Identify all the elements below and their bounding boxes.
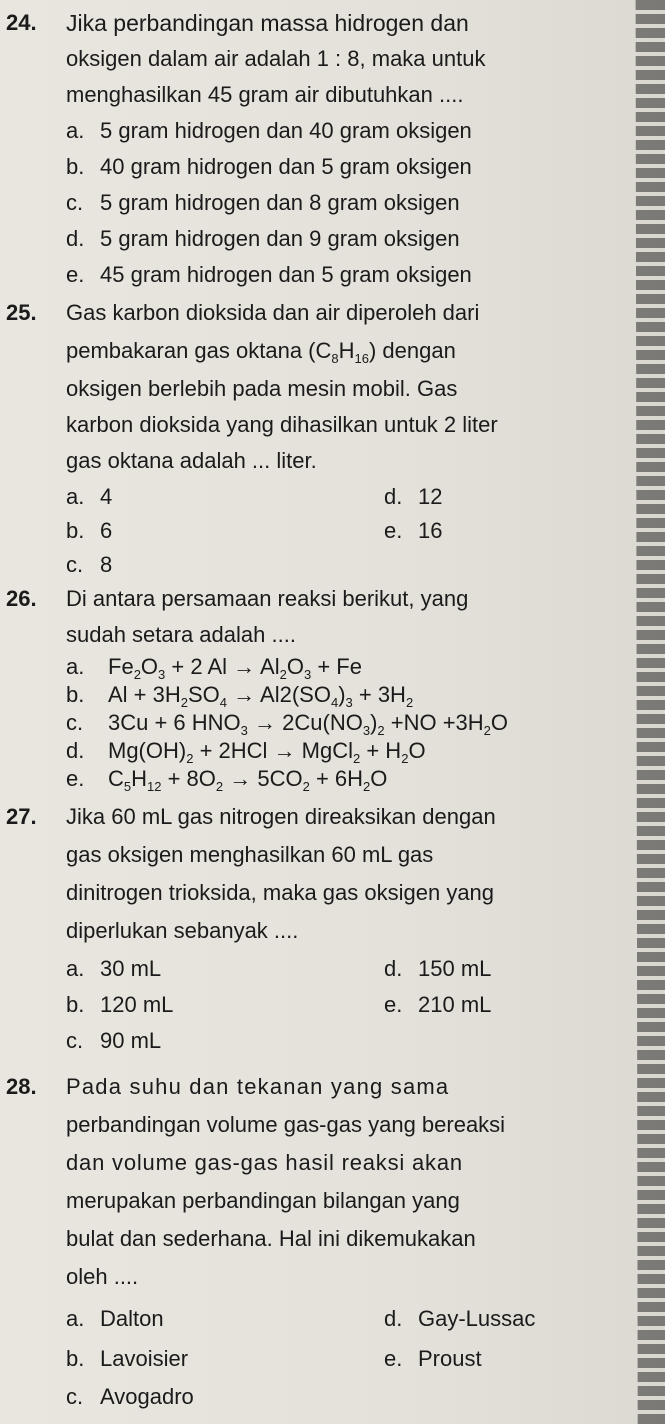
subscript: 2 <box>353 751 361 766</box>
formula-fragment: + 2HCl → MgCl <box>193 738 353 763</box>
option-c[interactable] <box>66 1384 194 1410</box>
option-d[interactable] <box>384 484 442 510</box>
option-a[interactable] <box>66 654 362 680</box>
option-e[interactable] <box>384 1346 482 1372</box>
option-text: 16 <box>418 518 443 543</box>
option-label: c. <box>66 1028 84 1053</box>
option-e[interactable] <box>66 766 387 792</box>
option-text: 4 <box>100 484 113 509</box>
question-text: Di antara persamaan reaksi berikut, yang <box>66 586 469 611</box>
subscript: 2 <box>180 695 188 710</box>
formula-fragment: C <box>108 766 124 791</box>
formula-fragment: Mg(OH) <box>108 738 187 763</box>
question-text <box>66 338 456 364</box>
option-text: 5 gram hidrogen dan 40 gram oksigen <box>100 118 472 143</box>
text-fragment: ) dengan <box>368 338 456 363</box>
formula-fragment: O <box>140 654 159 679</box>
option-label: b. <box>66 992 85 1017</box>
option-label: d. <box>384 484 403 509</box>
subscript: 12 <box>147 779 162 794</box>
subscript: 2 <box>377 723 385 738</box>
question-text: oksigen berlebih pada mesin mobil. Gas <box>66 376 458 401</box>
option-d[interactable] <box>66 738 426 764</box>
option-text: 5 gram hidrogen dan 8 gram oksigen <box>100 190 460 215</box>
option-label: e. <box>66 262 85 287</box>
question-text: dinitrogen trioksida, maka gas oksigen yang <box>66 880 495 905</box>
question-text: Pada suhu dan tekanan yang sama <box>66 1074 450 1099</box>
subscript: 2 <box>215 779 224 794</box>
option-label: a. <box>66 484 85 509</box>
question-text: dan volume gas-gas hasil reaksi akan <box>66 1150 463 1175</box>
option-text: 210 mL <box>418 992 492 1017</box>
question-text: menghasilkan 45 gram air dibutuhkan .... <box>66 82 464 107</box>
formula-fragment: 3Cu + 6 HNO <box>108 710 241 735</box>
option-label: a. <box>66 654 85 679</box>
chemical-equation <box>108 710 509 738</box>
option-label: d. <box>66 738 85 763</box>
subscript: 2 <box>186 751 194 766</box>
option-text: 8 <box>100 552 113 577</box>
formula-fragment: → Al2(SO <box>227 682 331 707</box>
question-text: merupakan perbandingan bilangan yang <box>66 1188 460 1213</box>
question-text: Jika 60 mL gas nitrogen direaksikan dengan <box>66 804 496 829</box>
subscript: 8 <box>331 351 339 366</box>
option-d[interactable] <box>384 956 491 982</box>
formula-fragment: + 3H <box>352 682 406 707</box>
option-b[interactable] <box>66 1346 188 1372</box>
chemical-equation <box>108 682 414 710</box>
text-fragment: H <box>338 338 355 363</box>
formula-fragment: H <box>131 766 148 791</box>
option-label: b. <box>66 518 85 543</box>
option-text: Avogadro <box>100 1384 194 1409</box>
option-b[interactable] <box>66 682 413 708</box>
option-label: c. <box>66 1384 84 1409</box>
question-text: oksigen dalam air adalah 1 : 8, maka untuk <box>66 46 486 71</box>
option-a[interactable] <box>66 484 112 510</box>
option-text: 120 mL <box>100 992 174 1017</box>
subscript: 2 <box>483 723 491 738</box>
subscript: 3 <box>240 723 248 738</box>
option-label: b. <box>66 154 85 179</box>
formula-fragment: ) <box>370 710 378 735</box>
formula-fragment: ) <box>338 682 346 707</box>
option-label: a. <box>66 956 85 981</box>
subscript: 3 <box>362 723 371 738</box>
option-label: d. <box>384 956 403 981</box>
option-label: e. <box>384 1346 403 1371</box>
question-text: gas oktana adalah ... liter. <box>66 448 317 473</box>
subscript: 2 <box>302 779 310 794</box>
question-text: Gas karbon dioksida dan air diperoleh dari <box>66 300 480 325</box>
subscript: 2 <box>363 779 371 794</box>
formula-fragment: O <box>286 654 304 679</box>
subscript: 5 <box>123 779 132 794</box>
option-e[interactable] <box>66 262 472 288</box>
option-d[interactable] <box>384 1306 535 1332</box>
option-label: e. <box>384 518 403 543</box>
formula-fragment: + 2 Al → Al <box>165 654 280 679</box>
formula-fragment: → 5CO <box>223 766 303 791</box>
question-number: 28. <box>6 1074 37 1099</box>
question-number: 26. <box>6 586 37 611</box>
formula-fragment: O <box>408 738 426 763</box>
question-text: diperlukan sebanyak .... <box>66 918 299 943</box>
option-text: Gay-Lussac <box>418 1306 536 1331</box>
subscript: 2 <box>133 667 141 682</box>
option-d[interactable] <box>66 226 460 252</box>
subscript: 2 <box>401 751 409 766</box>
subscript: 3 <box>345 695 353 710</box>
subscript: 3 <box>303 667 312 682</box>
question-text: Jika perbandingan massa hidrogen dan <box>66 10 469 36</box>
option-label: e. <box>384 992 403 1017</box>
option-label: e. <box>66 766 85 791</box>
formula-fragment: + 6H <box>309 766 364 791</box>
option-label: a. <box>66 118 85 143</box>
formula-fragment: → 2Cu(NO <box>247 710 363 735</box>
question-number: 25. <box>6 300 37 325</box>
option-c[interactable] <box>66 710 508 736</box>
option-text: 12 <box>418 484 443 509</box>
subscript: 4 <box>219 695 228 710</box>
option-b[interactable] <box>66 154 472 180</box>
option-text: Proust <box>418 1346 482 1371</box>
question-number: 27. <box>6 804 37 829</box>
option-text: 40 gram hidrogen dan 5 gram oksigen <box>100 154 472 179</box>
text-fragment: pembakaran gas oktana (C <box>66 338 332 363</box>
option-label: a. <box>66 1306 85 1331</box>
question-text: sudah setara adalah .... <box>66 622 296 647</box>
subscript: 2 <box>405 695 414 710</box>
formula-fragment: Fe <box>108 654 134 679</box>
chemical-equation <box>108 738 426 766</box>
formula-fragment: + 8O <box>161 766 216 791</box>
option-text: 90 mL <box>100 1028 162 1053</box>
option-text: 6 <box>100 518 113 543</box>
option-text: Dalton <box>100 1306 164 1331</box>
option-c[interactable] <box>66 552 112 578</box>
option-a[interactable] <box>66 956 161 982</box>
formula-fragment: +NO +3H <box>384 710 484 735</box>
question-text: karbon dioksida yang dihasilkan untuk 2 liter <box>66 412 498 437</box>
question-number: 24. <box>6 10 37 35</box>
option-a[interactable] <box>66 118 472 144</box>
formula-fragment: O <box>490 710 509 735</box>
option-e[interactable] <box>384 518 442 544</box>
option-c[interactable] <box>66 1028 161 1054</box>
option-a[interactable] <box>66 1306 164 1332</box>
option-e[interactable] <box>384 992 491 1018</box>
option-label: c. <box>66 552 84 577</box>
question-text: bulat dan sederhana. Hal ini dikemukakan <box>66 1226 476 1251</box>
chemical-equation <box>108 766 388 794</box>
subscript: 3 <box>158 667 166 682</box>
option-label: c. <box>66 190 84 215</box>
formula-fragment: SO <box>188 682 220 707</box>
option-label: c. <box>66 710 84 735</box>
option-text: 30 mL <box>100 956 162 981</box>
option-text: 5 gram hidrogen dan 9 gram oksigen <box>100 226 460 251</box>
formula-fragment: + H <box>360 738 402 763</box>
option-label: d. <box>384 1306 403 1331</box>
formula-fragment: O <box>370 766 388 791</box>
option-b[interactable] <box>66 992 173 1018</box>
option-label: d. <box>66 226 85 251</box>
question-text: oleh .... <box>66 1264 139 1289</box>
formula-fragment: Al + 3H <box>108 682 181 707</box>
subscript: 4 <box>330 695 339 710</box>
option-text: 150 mL <box>418 956 492 981</box>
option-text: 45 gram hidrogen dan 5 gram oksigen <box>100 262 472 287</box>
option-text: Lavoisier <box>100 1346 189 1371</box>
subscript: 16 <box>354 351 369 366</box>
formula-fragment: + Fe <box>311 654 362 679</box>
chemical-equation <box>108 654 362 682</box>
subscript: 2 <box>279 667 287 682</box>
option-c[interactable] <box>66 190 460 216</box>
question-text: gas oksigen menghasilkan 60 mL gas <box>66 842 434 867</box>
question-text: perbandingan volume gas-gas yang bereaksi <box>66 1112 506 1137</box>
option-b[interactable] <box>66 518 112 544</box>
option-label: b. <box>66 1346 85 1371</box>
option-label: b. <box>66 682 85 707</box>
